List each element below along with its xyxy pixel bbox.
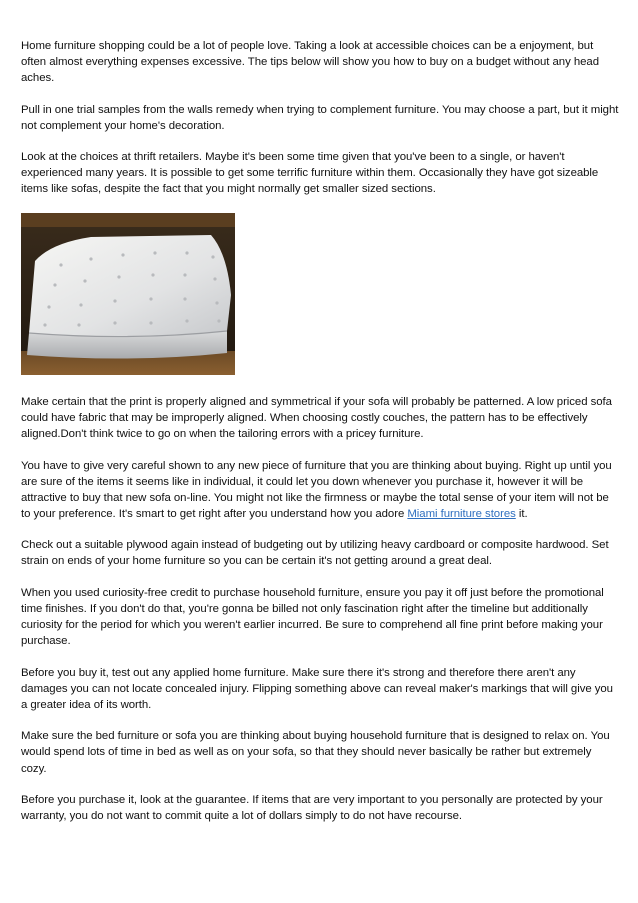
mattress-image bbox=[21, 213, 235, 375]
paragraph-2: Pull in one trial samples from the walls remedy when trying to complement furniture. You may choose a part, but it might not complement your home's decoration. bbox=[21, 103, 619, 132]
paragraph-5 bbox=[21, 458, 619, 522]
paragraph-5-text: You have to give very careful shown to any new piece of furniture that you are thinking about buying. Right up until you are sure of the items it seems like in individual, it could let you down whenever you purchase it, however it will be attractive to buy that new sofa on-line. You might not like the firmness or maybe the total sense of your item will not be to your preference. It's smart to get right after you understand how you adore bbox=[21, 459, 612, 520]
paragraph-6: Check out a suitable plywood again instead of budgeting out by utilizing heavy cardboard or composite hardwood. Set strain on ends of your home furniture so you can be certain it's not getting around a great deal. bbox=[21, 539, 609, 568]
paragraph-9: Make sure the bed furniture or sofa you are thinking about buying household furniture that is designed to relax on. You would spend lots of time in bed as well as on your sofa, so that they should never basically be rather but extremely cozy. bbox=[21, 730, 610, 775]
paragraph-10: Before you purchase it, look at the guarantee. If items that are very important to you personally are protected by your warranty, you do not want to commit quite a lot of dollars simply to do not have recourse. bbox=[21, 794, 603, 823]
paragraph-8: Before you buy it, test out any applied home furniture. Make sure there it's strong and therefore there aren't any damages you can not locate concealed injury. Flipping something above can reveal maker's markings that will give you a greater idea of its worth. bbox=[21, 666, 613, 711]
paragraph-7: When you used curiosity-free credit to purchase household furniture, ensure you pay it off just before the promotional time finishes. If you don't do that, you're gonna be billed not only fascination right after the timeline but additionally curiosity for the period for which you weren't earlier incurred. Be sure to comprehend all fine print before making your purchase. bbox=[21, 586, 604, 648]
paragraph-1: Home furniture shopping could be a lot of people love. Taking a look at accessible choices can be a enjoyment, but often almost everything expenses excessive. The tips below will show you how to buy on a budget without any head aches. bbox=[21, 40, 599, 85]
mattress-photo bbox=[21, 213, 235, 375]
article-body bbox=[21, 38, 619, 840]
paragraph-4: Make certain that the print is properly aligned and symmetrical if your sofa will probably be patterned. A low priced sofa could have fabric that may be improperly aligned. When choosing costly couches, the pattern has to be effectively aligned.Don't think twice to go on when the tailoring errors with a pricey furniture. bbox=[21, 395, 612, 441]
paragraph-3: Look at the choices at thrift retailers. Maybe it's been some time given that you've been to a single, or haven't experienced many years. It is possible to get some terrific furniture within them. Occasionally they have got sizeable items like sofas, despite the fact that you might normally get smaller sized sections. bbox=[21, 151, 599, 196]
paragraph-5-end: it. bbox=[515, 507, 528, 520]
miami-furniture-stores-link[interactable]: Miami furniture stores bbox=[407, 507, 516, 520]
